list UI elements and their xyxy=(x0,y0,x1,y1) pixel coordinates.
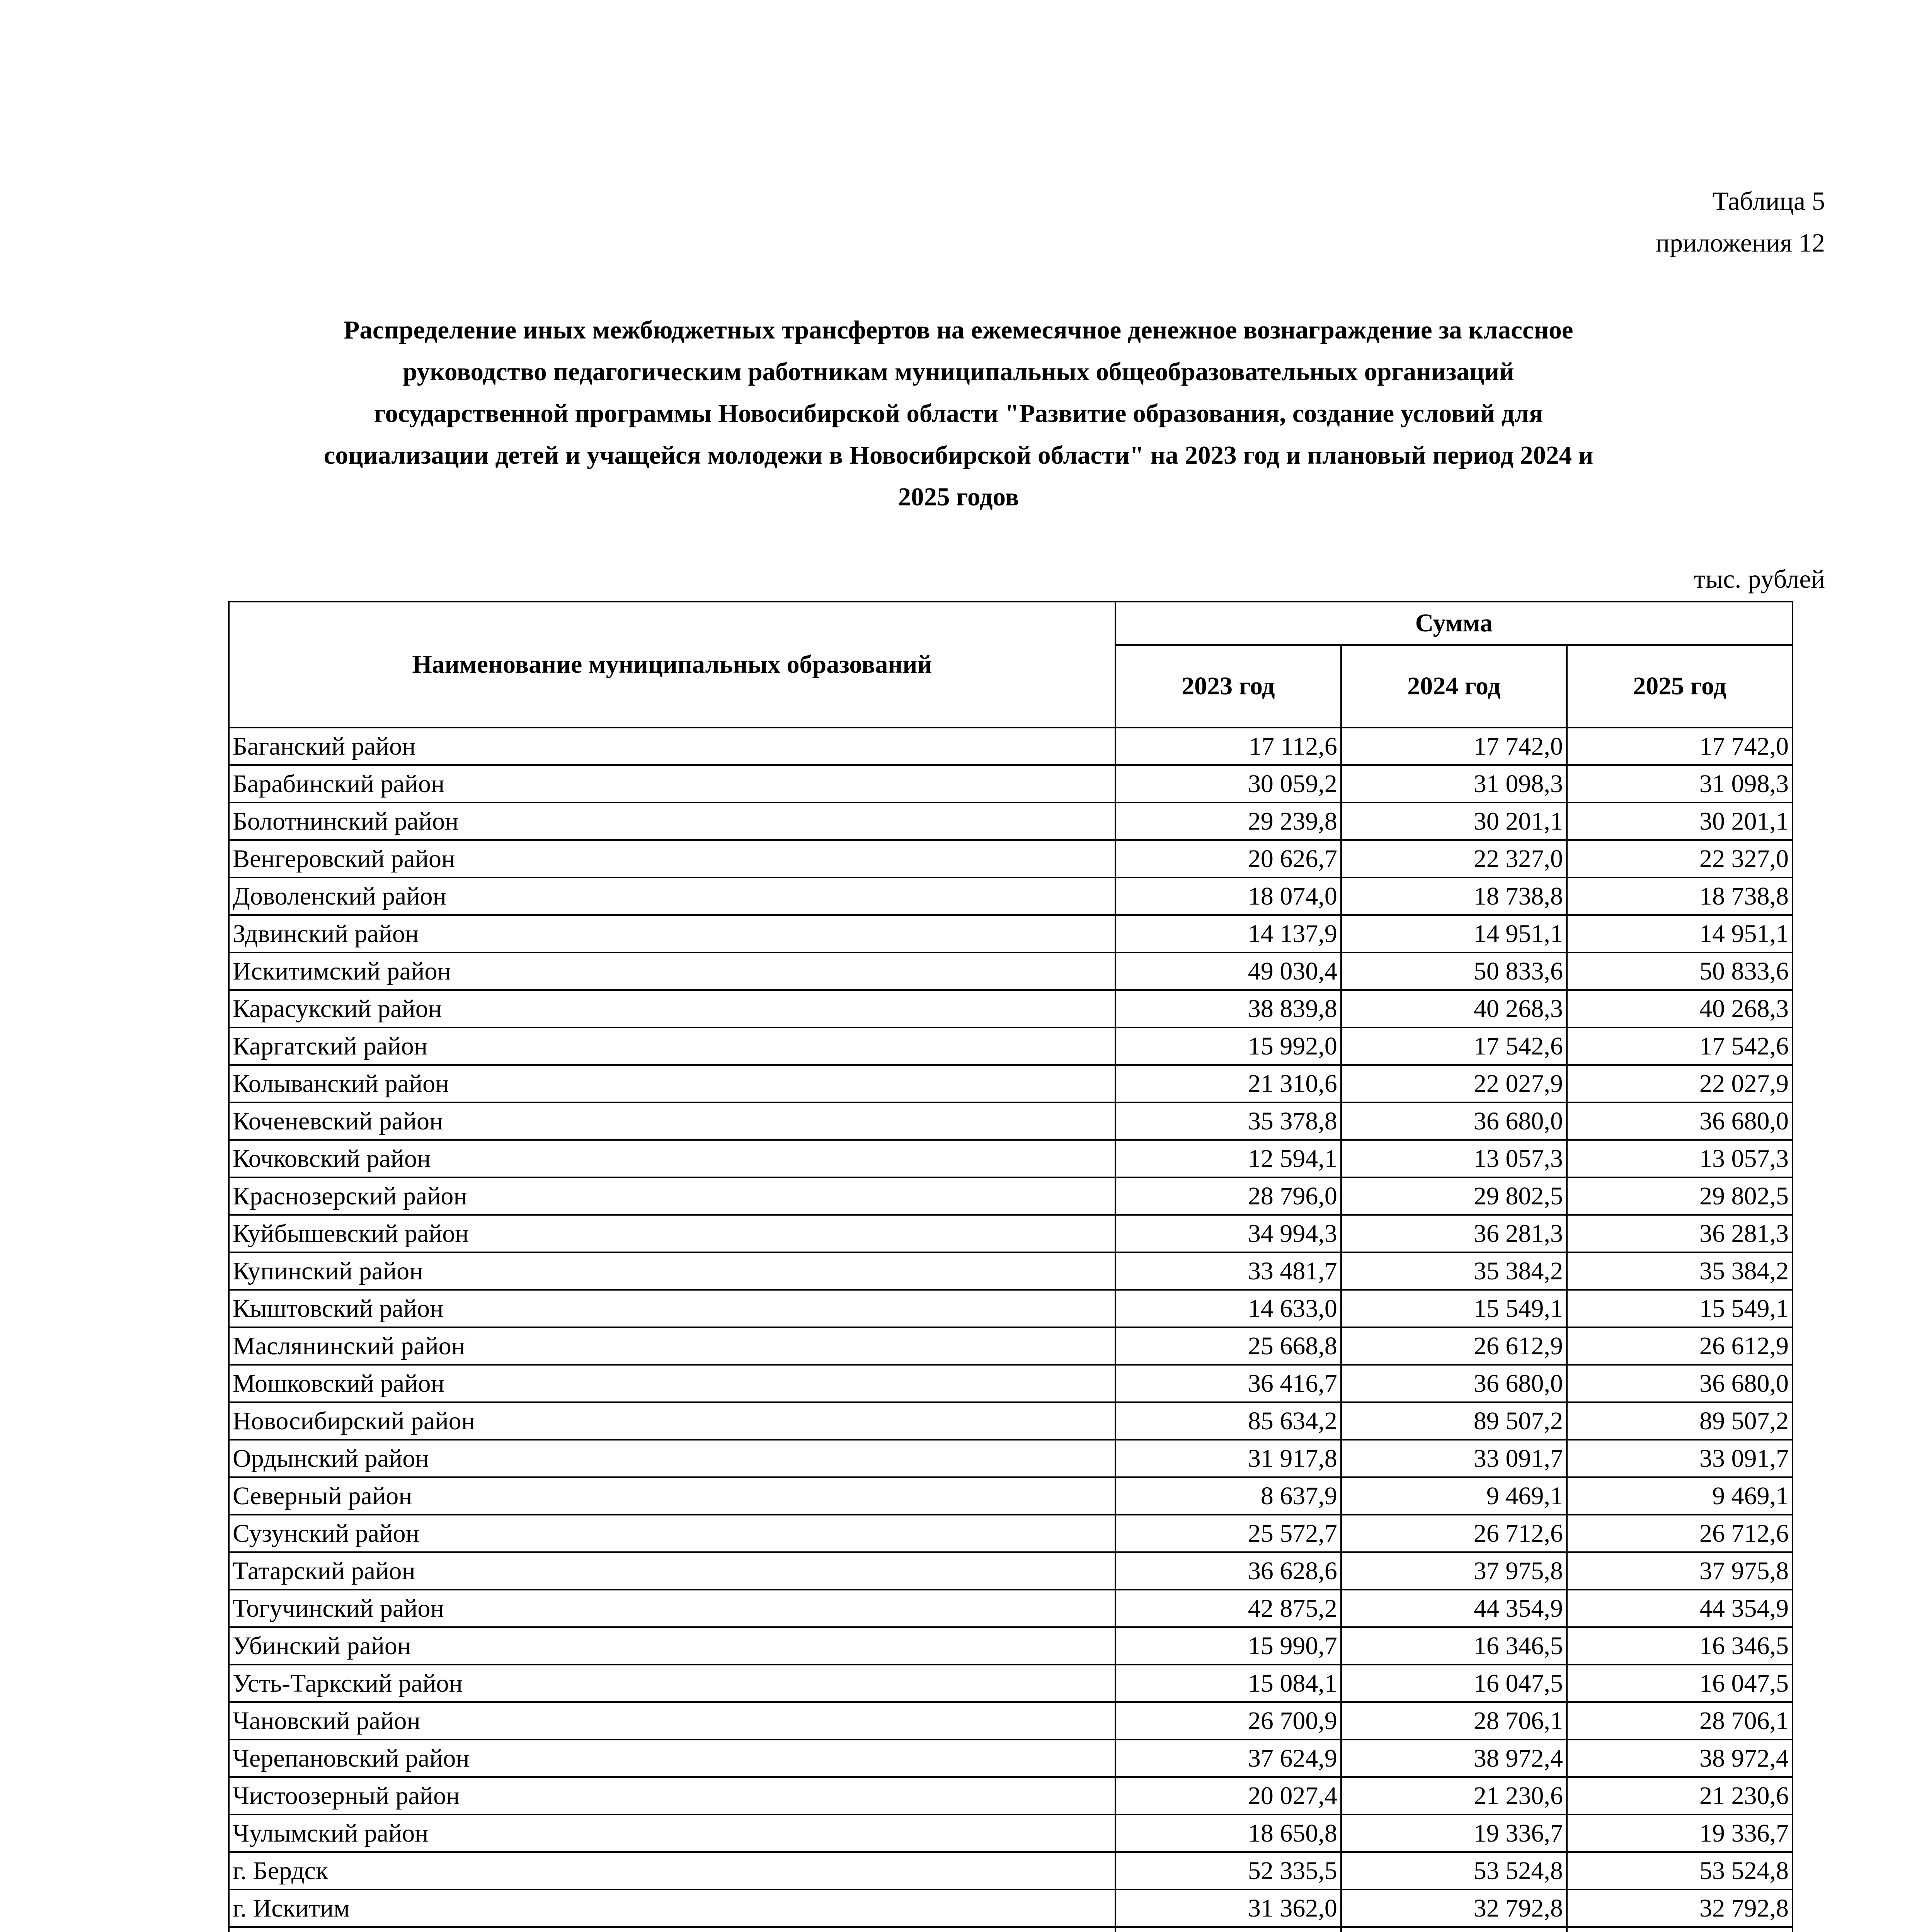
value-2024-cell: 33 091,7 xyxy=(1341,1440,1567,1477)
value-2023-cell: 15 084,1 xyxy=(1115,1665,1341,1702)
table-row xyxy=(229,1140,1793,1177)
municipality-name-cell: Краснозерский район xyxy=(229,1177,1115,1215)
municipality-name-cell: Мошковский район xyxy=(229,1365,1115,1402)
column-header-2024: 2024 год xyxy=(1341,645,1567,728)
value-2024-cell: 31 098,3 xyxy=(1341,765,1567,803)
municipality-name-cell xyxy=(229,1927,1115,1932)
table-row xyxy=(229,1590,1793,1627)
municipality-name-cell: Здвинский район xyxy=(229,915,1115,952)
municipality-name-cell: Ордынский район xyxy=(229,1440,1115,1477)
value-2025-cell: 35 384,2 xyxy=(1567,1252,1793,1290)
municipality-name-cell: Барабинский район xyxy=(229,765,1115,803)
value-2024-cell: 89 507,2 xyxy=(1341,1402,1567,1440)
value-2025-cell: 22 027,9 xyxy=(1567,1065,1793,1102)
units-label: тыс. рублей xyxy=(1694,564,1825,594)
value-2025-cell: 22 327,0 xyxy=(1567,840,1793,878)
value-2024-cell: 22 027,9 xyxy=(1341,1065,1567,1102)
value-2023-cell: 14 137,9 xyxy=(1115,915,1341,952)
value-2024-cell: 22 327,0 xyxy=(1341,840,1567,878)
table-row xyxy=(229,1252,1793,1290)
value-2024-cell: 19 336,7 xyxy=(1341,1815,1567,1852)
value-2025-cell: 13 057,3 xyxy=(1567,1140,1793,1177)
municipality-name-cell: Чановский район xyxy=(229,1702,1115,1740)
municipality-name-cell: Сузунский район xyxy=(229,1515,1115,1552)
value-2025-cell: 31 098,3 xyxy=(1567,765,1793,803)
title-line: Распределение иных межбюджетных трансфертов на ежемесячное денежное вознаграждение за классное xyxy=(344,316,1573,344)
municipality-name-cell: Каргатский район xyxy=(229,1027,1115,1065)
column-header-sum: Сумма xyxy=(1115,602,1793,645)
municipality-name-cell: Венгеровский район xyxy=(229,840,1115,878)
value-2023-cell: 49 030,4 xyxy=(1115,952,1341,990)
value-2025-cell: 18 738,8 xyxy=(1567,878,1793,915)
municipality-name-cell: Колыванский район xyxy=(229,1065,1115,1102)
title-line: руководство педагогическим работникам муниципальных общеобразовательных организаций xyxy=(403,357,1514,386)
value-2025-cell: 28 706,1 xyxy=(1567,1702,1793,1740)
title-line: 2025 годов xyxy=(898,483,1019,511)
municipality-name-cell: г. Бердск xyxy=(229,1852,1115,1889)
table-row xyxy=(229,1290,1793,1327)
value-2023-cell: 36 628,6 xyxy=(1115,1552,1341,1590)
municipality-name-cell: Чистоозерный район xyxy=(229,1777,1115,1815)
table-row xyxy=(229,765,1793,803)
value-2025-cell: 38 972,4 xyxy=(1567,1740,1793,1777)
table-row xyxy=(229,840,1793,878)
value-2024-cell: 17 542,6 xyxy=(1341,1027,1567,1065)
value-2025-cell: 30 201,1 xyxy=(1567,803,1793,840)
municipality-name-cell: Убинский район xyxy=(229,1627,1115,1665)
value-2025-cell: 36 680,0 xyxy=(1567,1365,1793,1402)
value-2025-cell: 19 336,7 xyxy=(1567,1815,1793,1852)
table-row xyxy=(229,952,1793,990)
value-2025-cell: 17 742,0 xyxy=(1567,728,1793,765)
value-2024-cell: 16 346,5 xyxy=(1341,1627,1567,1665)
value-2025-cell: 36 680,0 xyxy=(1567,1102,1793,1140)
table-row xyxy=(229,1365,1793,1402)
value-2024-cell: 35 384,2 xyxy=(1341,1252,1567,1290)
table-row xyxy=(229,803,1793,840)
value-2024-cell: 29 802,5 xyxy=(1341,1177,1567,1215)
value-2024-cell: 28 706,1 xyxy=(1341,1702,1567,1740)
value-2025-cell: 40 268,3 xyxy=(1567,990,1793,1027)
value-2024-cell: 36 680,0 xyxy=(1341,1365,1567,1402)
value-2025-cell: 32 792,8 xyxy=(1567,1889,1793,1927)
title-line: государственной программы Новосибирской области "Развитие образования, создание условий для xyxy=(374,399,1543,428)
value-2023-cell: 14 633,0 xyxy=(1115,1290,1341,1327)
value-2023-cell: 36 416,7 xyxy=(1115,1365,1341,1402)
value-2024-cell: 21 230,6 xyxy=(1341,1777,1567,1815)
table-row xyxy=(229,878,1793,915)
municipality-name-cell: г. Искитим xyxy=(229,1889,1115,1927)
value-2023-cell: 17 112,6 xyxy=(1115,728,1341,765)
value-2025-cell: 37 975,8 xyxy=(1567,1552,1793,1590)
table-row xyxy=(229,1065,1793,1102)
value-2023-cell: 28 796,0 xyxy=(1115,1177,1341,1215)
municipality-name-cell: Куйбышевский район xyxy=(229,1215,1115,1252)
value-2023-cell: 37 624,9 xyxy=(1115,1740,1341,1777)
municipality-name-cell: Маслянинский район xyxy=(229,1327,1115,1365)
value-2023-cell: 25 668,8 xyxy=(1115,1327,1341,1365)
municipality-name-cell: Доволенский район xyxy=(229,878,1115,915)
municipality-name-cell: Северный район xyxy=(229,1477,1115,1515)
value-2025-cell: 16 346,5 xyxy=(1567,1627,1793,1665)
value-2025-cell: 50 833,6 xyxy=(1567,952,1793,990)
value-2025-cell: 33 091,7 xyxy=(1567,1440,1793,1477)
value-2025-cell: 9 469,1 xyxy=(1567,1477,1793,1515)
transfers-table xyxy=(228,601,1793,1932)
table-row xyxy=(229,1777,1793,1815)
table-row xyxy=(229,1552,1793,1590)
value-2025-cell xyxy=(1567,1927,1793,1932)
table-row xyxy=(229,1665,1793,1702)
value-2024-cell: 32 792,8 xyxy=(1341,1889,1567,1927)
value-2023-cell: 12 594,1 xyxy=(1115,1140,1341,1177)
value-2024-cell: 26 612,9 xyxy=(1341,1327,1567,1365)
municipality-name-cell: Новосибирский район xyxy=(229,1402,1115,1440)
value-2023-cell xyxy=(1115,1927,1341,1932)
value-2025-cell: 29 802,5 xyxy=(1567,1177,1793,1215)
value-2025-cell: 14 951,1 xyxy=(1567,915,1793,952)
value-2025-cell: 16 047,5 xyxy=(1567,1665,1793,1702)
value-2023-cell: 52 335,5 xyxy=(1115,1852,1341,1889)
value-2025-cell: 26 712,6 xyxy=(1567,1515,1793,1552)
value-2025-cell: 89 507,2 xyxy=(1567,1402,1793,1440)
municipality-name-cell: Черепановский район xyxy=(229,1740,1115,1777)
value-2024-cell: 16 047,5 xyxy=(1341,1665,1567,1702)
table-row xyxy=(229,1740,1793,1777)
table-number: Таблица 5 xyxy=(1713,186,1825,216)
table-row xyxy=(229,1815,1793,1852)
value-2024-cell: 9 469,1 xyxy=(1341,1477,1567,1515)
value-2024-cell: 26 712,6 xyxy=(1341,1515,1567,1552)
value-2023-cell: 15 992,0 xyxy=(1115,1027,1341,1065)
value-2024-cell: 38 972,4 xyxy=(1341,1740,1567,1777)
municipality-name-cell: Кочковский район xyxy=(229,1140,1115,1177)
table-row xyxy=(229,1327,1793,1365)
value-2025-cell: 36 281,3 xyxy=(1567,1215,1793,1252)
value-2023-cell: 26 700,9 xyxy=(1115,1702,1341,1740)
table-row xyxy=(229,1627,1793,1665)
table-row xyxy=(229,1477,1793,1515)
value-2024-cell xyxy=(1341,1927,1567,1932)
value-2024-cell: 53 524,8 xyxy=(1341,1852,1567,1889)
value-2024-cell: 44 354,9 xyxy=(1341,1590,1567,1627)
table-row xyxy=(229,1889,1793,1927)
value-2023-cell: 38 839,8 xyxy=(1115,990,1341,1027)
table-row xyxy=(229,1515,1793,1552)
value-2025-cell: 26 612,9 xyxy=(1567,1327,1793,1365)
value-2023-cell: 34 994,3 xyxy=(1115,1215,1341,1252)
municipality-name-cell: Карасукский район xyxy=(229,990,1115,1027)
value-2025-cell: 15 549,1 xyxy=(1567,1290,1793,1327)
municipality-name-cell: Коченевский район xyxy=(229,1102,1115,1140)
appendix-label: приложения 12 xyxy=(1655,228,1825,257)
value-2023-cell: 25 572,7 xyxy=(1115,1515,1341,1552)
value-2024-cell: 18 738,8 xyxy=(1341,878,1567,915)
value-2023-cell: 20 027,4 xyxy=(1115,1777,1341,1815)
value-2023-cell: 8 637,9 xyxy=(1115,1477,1341,1515)
value-2024-cell: 30 201,1 xyxy=(1341,803,1567,840)
municipality-name-cell: Татарский район xyxy=(229,1552,1115,1590)
value-2025-cell: 21 230,6 xyxy=(1567,1777,1793,1815)
municipality-name-cell: Тогучинский район xyxy=(229,1590,1115,1627)
table-row xyxy=(229,915,1793,952)
table-row xyxy=(229,1927,1793,1932)
value-2024-cell: 36 680,0 xyxy=(1341,1102,1567,1140)
value-2023-cell: 31 362,0 xyxy=(1115,1889,1341,1927)
value-2023-cell: 85 634,2 xyxy=(1115,1402,1341,1440)
table-row xyxy=(229,1177,1793,1215)
municipality-name-cell: Купинский район xyxy=(229,1252,1115,1290)
value-2024-cell: 50 833,6 xyxy=(1341,952,1567,990)
municipality-name-cell: Усть-Таркский район xyxy=(229,1665,1115,1702)
value-2025-cell: 44 354,9 xyxy=(1567,1590,1793,1627)
value-2023-cell: 18 074,0 xyxy=(1115,878,1341,915)
table-row xyxy=(229,1102,1793,1140)
value-2023-cell: 21 310,6 xyxy=(1115,1065,1341,1102)
municipality-name-cell: Болотнинский район xyxy=(229,803,1115,840)
table-row xyxy=(229,1440,1793,1477)
value-2023-cell: 30 059,2 xyxy=(1115,765,1341,803)
table-row xyxy=(229,728,1793,765)
value-2025-cell: 53 524,8 xyxy=(1567,1852,1793,1889)
value-2023-cell: 29 239,8 xyxy=(1115,803,1341,840)
municipality-name-cell: Баганский район xyxy=(229,728,1115,765)
table-row xyxy=(229,1852,1793,1889)
value-2024-cell: 17 742,0 xyxy=(1341,728,1567,765)
table-row xyxy=(229,1215,1793,1252)
value-2023-cell: 20 626,7 xyxy=(1115,840,1341,878)
municipality-name-cell: Искитимский район xyxy=(229,952,1115,990)
table-row xyxy=(229,1402,1793,1440)
value-2024-cell: 14 951,1 xyxy=(1341,915,1567,952)
value-2024-cell: 15 549,1 xyxy=(1341,1290,1567,1327)
value-2023-cell: 15 990,7 xyxy=(1115,1627,1341,1665)
value-2024-cell: 40 268,3 xyxy=(1341,990,1567,1027)
value-2025-cell: 17 542,6 xyxy=(1567,1027,1793,1065)
value-2024-cell: 37 975,8 xyxy=(1341,1552,1567,1590)
value-2023-cell: 31 917,8 xyxy=(1115,1440,1341,1477)
table-row xyxy=(229,990,1793,1027)
value-2023-cell: 33 481,7 xyxy=(1115,1252,1341,1290)
table-row xyxy=(229,1027,1793,1065)
document-title xyxy=(209,309,1708,518)
value-2023-cell: 18 650,8 xyxy=(1115,1815,1341,1852)
municipality-name-cell: Кыштовский район xyxy=(229,1290,1115,1327)
value-2023-cell: 42 875,2 xyxy=(1115,1590,1341,1627)
value-2024-cell: 36 281,3 xyxy=(1341,1215,1567,1252)
municipality-name-cell: Чулымский район xyxy=(229,1815,1115,1852)
column-header-name: Наименование муниципальных образований xyxy=(229,602,1115,728)
value-2024-cell: 13 057,3 xyxy=(1341,1140,1567,1177)
table-row xyxy=(229,1702,1793,1740)
column-header-2025: 2025 год xyxy=(1567,645,1793,728)
value-2023-cell: 35 378,8 xyxy=(1115,1102,1341,1140)
title-line: социализации детей и учащейся молодежи в Новосибирской области" на 2023 год и плановый период 2024 и xyxy=(323,441,1594,469)
column-header-2023: 2023 год xyxy=(1115,645,1341,728)
